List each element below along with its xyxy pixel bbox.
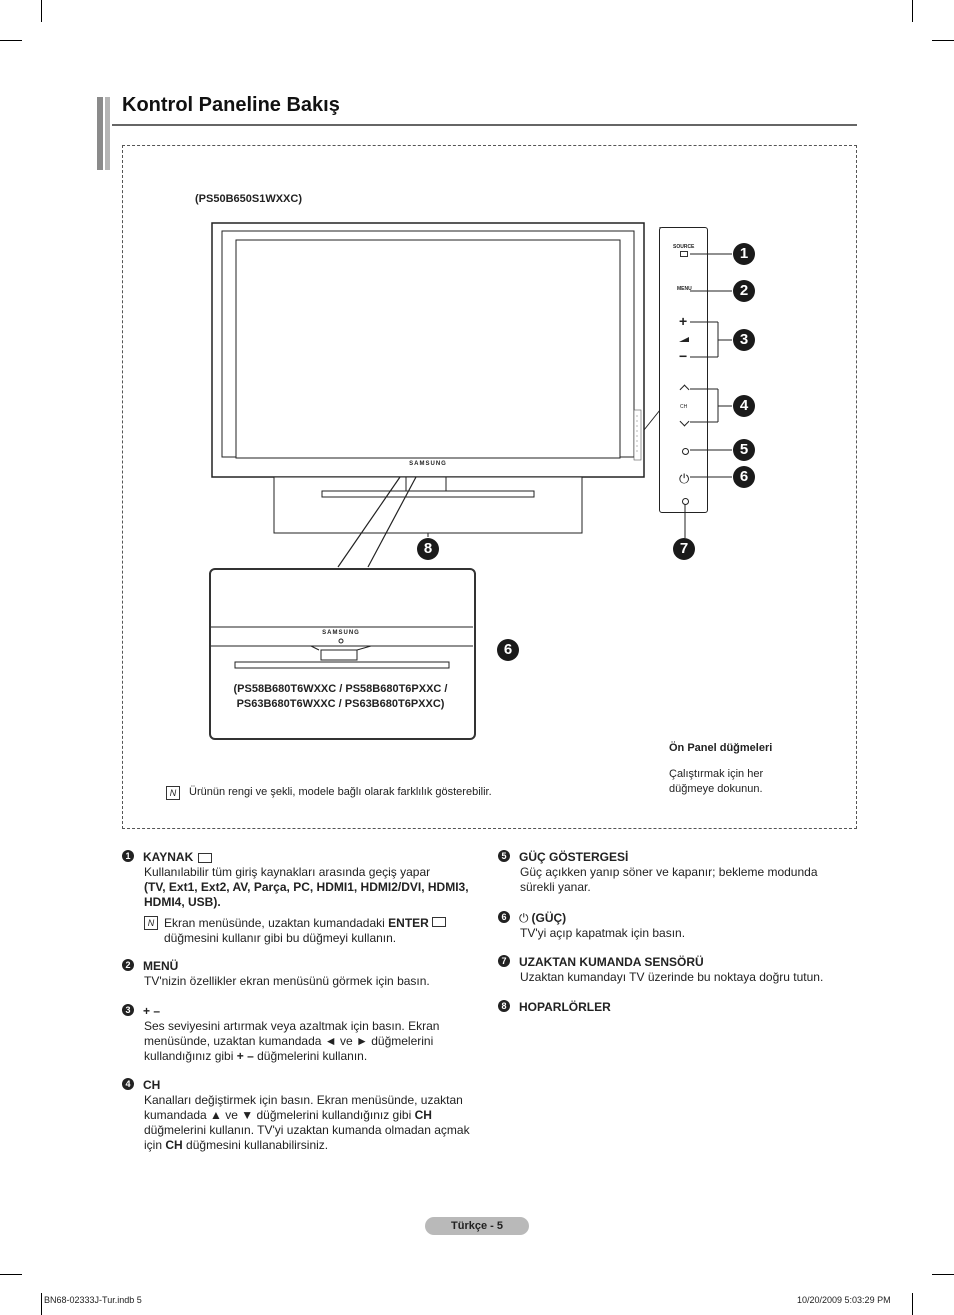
crop-mark (0, 1274, 22, 1275)
brand-logo: SAMSUNG (409, 461, 447, 467)
item-8 (498, 1000, 838, 1015)
note-icon: N (144, 916, 158, 930)
source-icon (198, 853, 212, 863)
item-sources: (TV, Ext1, Ext2, AV, Parça, PC, HDMI1, HDMI2/DVI, HDMI3, HDMI4, USB). (144, 880, 469, 909)
item-description: Kullanılabilir tüm giriş kaynakları arasında geçiş yapar (144, 865, 431, 879)
item-description: TV'nizin özellikler ekran menüsünü görmek için basın. (144, 974, 430, 988)
item-number: 2 (122, 959, 134, 971)
item-number: 7 (498, 955, 510, 967)
item-6 (498, 911, 838, 941)
item-description: Ses seviyesini artırmak veya azaltmak için basın. Ekran menüsünde, uzaktan kumandada ◄ ve ► düğmelerini kullandığınız gibi + – düğmelerini kullanın. (144, 1019, 440, 1063)
channel-label: CH (680, 404, 688, 410)
item-label: MENÜ (143, 959, 179, 973)
callout-7: 7 (673, 538, 695, 560)
crop-mark (41, 0, 42, 22)
callout-1: 1 (733, 243, 755, 265)
note-text: Ürünün rengi ve şekli, modele bağlı olarak farklılık gösterebilir. (189, 786, 492, 798)
crop-mark (912, 0, 913, 22)
item-4 (122, 1078, 482, 1153)
tv-illustration (200, 215, 700, 570)
power-icon: ⏻ (519, 911, 529, 925)
panel-heading: Ön Panel düğmeleri (669, 742, 773, 754)
item-description: Güç açıkken yanıp söner ve kapanır; bekleme modunda sürekli yanar. (520, 865, 818, 894)
callout-3: 3 (733, 329, 755, 351)
item-1 (122, 850, 482, 946)
item-label: GÜÇ GÖSTERGESİ (519, 850, 629, 864)
page-title: Kontrol Paneline Bakış (122, 94, 340, 116)
item-label: KAYNAK (143, 850, 194, 864)
power-icon[interactable]: ⏻ (679, 471, 690, 486)
item-5 (498, 850, 838, 895)
item-number: 8 (498, 1000, 510, 1012)
item-7 (498, 955, 838, 985)
zoom-illustration (211, 570, 473, 680)
note-icon: N (166, 786, 180, 800)
crop-mark (932, 40, 954, 41)
callout-6-zoom: 6 (497, 639, 519, 661)
item-label: CH (143, 1078, 161, 1092)
item-label: HOPARLÖRLER (519, 1000, 611, 1014)
item-label: (GÜÇ) (531, 911, 567, 925)
title-rule (112, 124, 857, 126)
callout-4: 4 (733, 395, 755, 417)
item-number: 6 (498, 911, 510, 923)
callout-5: 5 (733, 439, 755, 461)
enter-icon (432, 917, 446, 927)
footer-file: BN68-02333J-Tur.indb 5 (44, 1295, 142, 1305)
item-label: + – (143, 1004, 161, 1018)
crop-mark (41, 1293, 42, 1315)
item-number: 3 (122, 1004, 134, 1016)
title-bar-decoration (105, 97, 110, 170)
item-label: UZAKTAN KUMANDA SENSÖRÜ (519, 955, 704, 969)
item-note: Ekran menüsünde, uzaktan kumandadaki ENTER düğmesini kullanır gibi bu düğmeyi kullanın. (164, 916, 482, 946)
callout-8: 8 (417, 538, 439, 560)
model-label-top: (PS50B650S1WXXC) (195, 193, 302, 205)
crop-mark (912, 1293, 913, 1315)
item-number: 1 (122, 850, 134, 862)
item-number: 4 (122, 1078, 134, 1090)
item-description: Kanalları değiştirmek için basın. Ekran menüsünde, uzaktan kumandada ▲ ve ▼ düğmelerini kullandığınız gibi CH düğmelerini kullanın. TV'yi uzaktan kumanda olmadan açmak için CH düğmesini kullanabilirsiniz. (144, 1093, 470, 1152)
crop-mark (932, 1274, 954, 1275)
item-3 (122, 1004, 482, 1064)
model-label-bottom: (PS58B680T6WXXC / PS58B680T6PXXC / PS63B680T6WXXC / PS63B680T6PXXC) (233, 683, 448, 710)
source-button[interactable]: SOURCE (673, 244, 695, 250)
menu-button[interactable]: MENU (677, 286, 692, 292)
item-number: 5 (498, 850, 510, 862)
title-bar-decoration (97, 97, 103, 170)
item-description: Uzaktan kumandayı TV üzerinde bu noktaya doğru tutun. (520, 970, 824, 984)
volume-down-button[interactable]: − (679, 348, 688, 364)
panel-description: Çalıştırmak için her düğmeye dokunun. (669, 768, 764, 795)
page-number: Türkçe - 5 (425, 1217, 529, 1235)
callout-2: 2 (733, 280, 755, 302)
volume-up-button[interactable]: + (679, 313, 688, 329)
crop-mark (0, 40, 22, 41)
item-2 (122, 959, 482, 989)
item-description: TV'yi açıp kapatmak için basın. (520, 926, 686, 940)
callout-6: 6 (733, 466, 755, 488)
brand-logo-zoom: SAMSUNG (322, 630, 360, 636)
footer-date: 10/20/2009 5:03:29 PM (797, 1295, 891, 1305)
